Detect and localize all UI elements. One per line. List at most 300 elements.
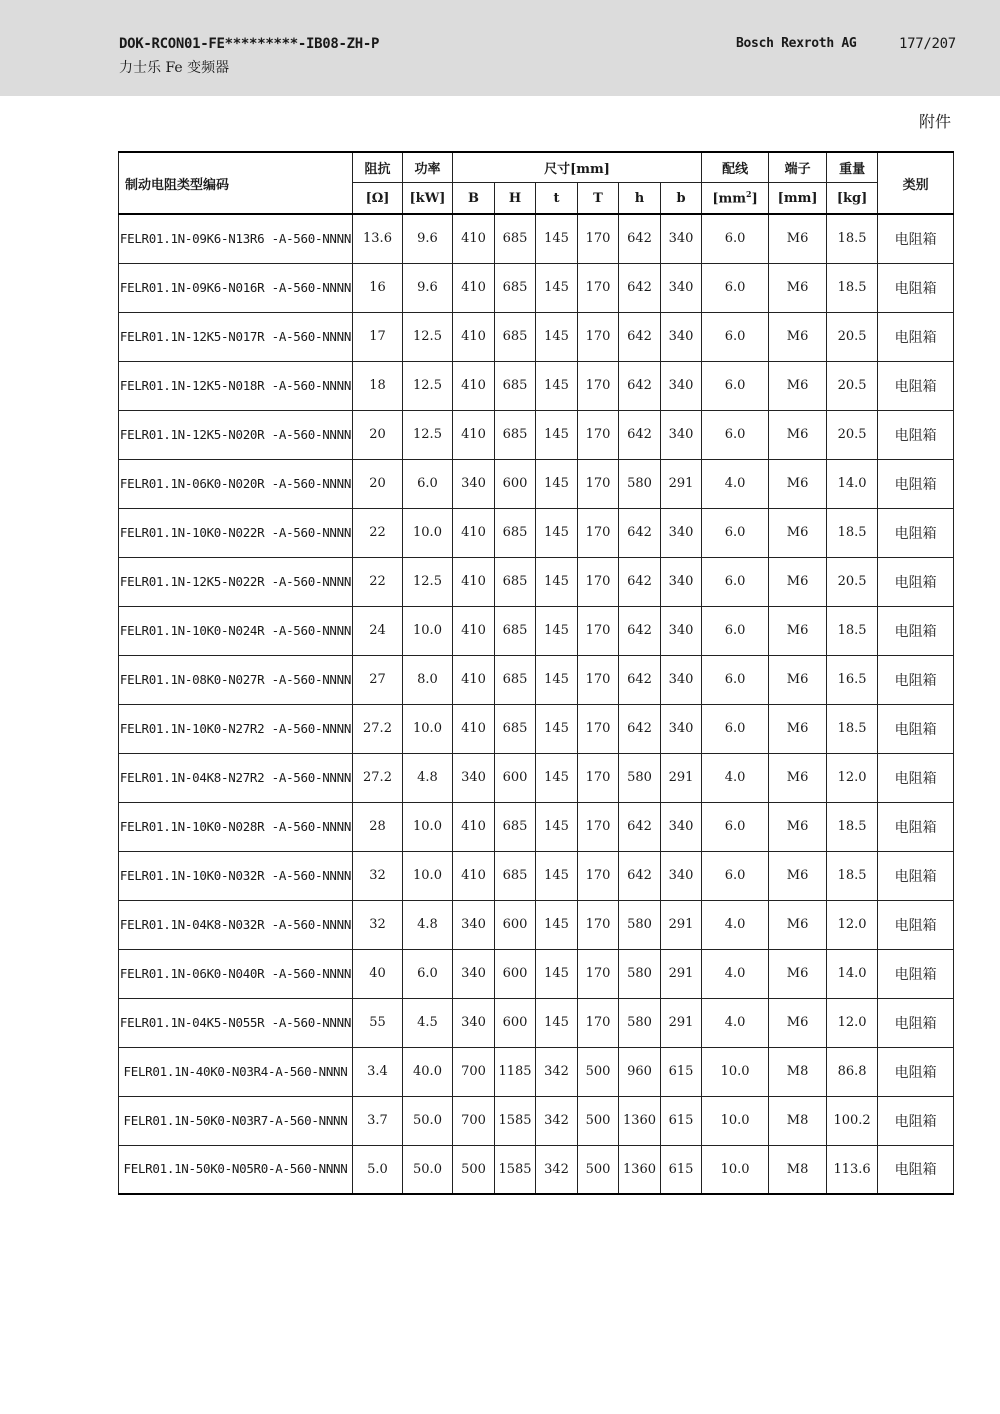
resistance-cell: 22 xyxy=(353,557,403,606)
dim-T-cell: 170 xyxy=(578,949,619,998)
header-dim-t: t xyxy=(536,183,578,215)
dim-t-cell: 342 xyxy=(536,1145,578,1194)
dim-B-cell: 410 xyxy=(453,802,495,851)
power-cell: 10.0 xyxy=(403,704,453,753)
wiring-cell: 4.0 xyxy=(702,459,769,508)
wiring-cell: 6.0 xyxy=(702,704,769,753)
dim-b-cell: 291 xyxy=(661,753,702,802)
header-type-code: 制动电阻类型编码 xyxy=(119,152,353,214)
terminal-cell: M6 xyxy=(769,998,827,1047)
wiring-cell: 10.0 xyxy=(702,1145,769,1194)
terminal-cell: M6 xyxy=(769,312,827,361)
category-cell: 电阻箱 xyxy=(878,704,954,753)
dim-H-cell: 600 xyxy=(495,998,536,1047)
type-code-cell: FELR01.1N-06K0-N040R -A-560-NNNN xyxy=(119,949,353,998)
resistance-cell: 27.2 xyxy=(353,753,403,802)
weight-cell: 18.5 xyxy=(827,214,878,263)
dim-t-cell: 342 xyxy=(536,1096,578,1145)
weight-cell: 18.5 xyxy=(827,851,878,900)
resistance-cell: 22 xyxy=(353,508,403,557)
dim-h-cell: 642 xyxy=(619,606,661,655)
terminal-cell: M6 xyxy=(769,900,827,949)
dim-h-cell: 580 xyxy=(619,998,661,1047)
type-code-cell: FELR01.1N-50K0-N03R7-A-560-NNNN xyxy=(119,1096,353,1145)
weight-cell: 86.8 xyxy=(827,1047,878,1096)
table-row xyxy=(119,508,954,557)
dim-H-cell: 685 xyxy=(495,655,536,704)
dim-t-cell: 145 xyxy=(536,410,578,459)
power-cell: 4.8 xyxy=(403,900,453,949)
power-cell: 50.0 xyxy=(403,1096,453,1145)
terminal-cell: M6 xyxy=(769,753,827,802)
wiring-cell: 6.0 xyxy=(702,263,769,312)
dim-H-cell: 685 xyxy=(495,263,536,312)
terminal-cell: M6 xyxy=(769,263,827,312)
terminal-cell: M8 xyxy=(769,1096,827,1145)
dim-h-cell: 580 xyxy=(619,949,661,998)
dim-b-cell: 291 xyxy=(661,900,702,949)
wiring-cell: 6.0 xyxy=(702,312,769,361)
dim-h-cell: 580 xyxy=(619,459,661,508)
resistance-cell: 27.2 xyxy=(353,704,403,753)
dim-B-cell: 700 xyxy=(453,1096,495,1145)
wiring-cell: 6.0 xyxy=(702,410,769,459)
resistance-cell: 3.7 xyxy=(353,1096,403,1145)
wiring-cell: 6.0 xyxy=(702,655,769,704)
dim-t-cell: 145 xyxy=(536,606,578,655)
category-cell: 电阻箱 xyxy=(878,459,954,508)
dim-T-cell: 170 xyxy=(578,655,619,704)
power-cell: 4.5 xyxy=(403,998,453,1047)
table-row xyxy=(119,606,954,655)
table-row xyxy=(119,410,954,459)
dim-h-cell: 960 xyxy=(619,1047,661,1096)
dim-H-cell: 685 xyxy=(495,410,536,459)
dim-h-cell: 580 xyxy=(619,900,661,949)
power-cell: 9.6 xyxy=(403,263,453,312)
dim-b-cell: 340 xyxy=(661,312,702,361)
power-cell: 4.8 xyxy=(403,753,453,802)
dim-T-cell: 170 xyxy=(578,361,619,410)
power-cell: 50.0 xyxy=(403,1145,453,1194)
dim-T-cell: 170 xyxy=(578,851,619,900)
terminal-cell: M6 xyxy=(769,214,827,263)
wiring-cell: 10.0 xyxy=(702,1047,769,1096)
resistance-cell: 3.4 xyxy=(353,1047,403,1096)
dim-b-cell: 340 xyxy=(661,508,702,557)
header-weight-unit: [kg] xyxy=(827,183,878,215)
resistance-cell: 55 xyxy=(353,998,403,1047)
category-cell: 电阻箱 xyxy=(878,1145,954,1194)
type-code-cell: FELR01.1N-09K6-N016R -A-560-NNNN xyxy=(119,263,353,312)
type-code-cell: FELR01.1N-10K0-N028R -A-560-NNNN xyxy=(119,802,353,851)
dim-B-cell: 410 xyxy=(453,655,495,704)
dim-b-cell: 340 xyxy=(661,655,702,704)
weight-cell: 20.5 xyxy=(827,361,878,410)
type-code-cell: FELR01.1N-06K0-N020R -A-560-NNNN xyxy=(119,459,353,508)
dim-B-cell: 410 xyxy=(453,704,495,753)
table-row xyxy=(119,998,954,1047)
resistance-cell: 40 xyxy=(353,949,403,998)
category-cell: 电阻箱 xyxy=(878,361,954,410)
resistance-cell: 16 xyxy=(353,263,403,312)
dim-h-cell: 642 xyxy=(619,851,661,900)
weight-cell: 12.0 xyxy=(827,753,878,802)
dim-T-cell: 170 xyxy=(578,459,619,508)
dim-H-cell: 600 xyxy=(495,753,536,802)
dim-T-cell: 170 xyxy=(578,900,619,949)
power-cell: 12.5 xyxy=(403,361,453,410)
dim-h-cell: 642 xyxy=(619,802,661,851)
dim-H-cell: 685 xyxy=(495,508,536,557)
weight-cell: 18.5 xyxy=(827,704,878,753)
header-power: 功率 xyxy=(403,152,453,183)
dim-H-cell: 685 xyxy=(495,802,536,851)
dim-B-cell: 410 xyxy=(453,312,495,361)
document-code: DOK-RCON01-FE*********-IB08-ZH-P xyxy=(119,36,380,52)
dim-t-cell: 145 xyxy=(536,214,578,263)
resistance-cell: 20 xyxy=(353,459,403,508)
dim-B-cell: 410 xyxy=(453,557,495,606)
category-cell: 电阻箱 xyxy=(878,1096,954,1145)
category-cell: 电阻箱 xyxy=(878,606,954,655)
wiring-cell: 10.0 xyxy=(702,1096,769,1145)
terminal-cell: M6 xyxy=(769,606,827,655)
weight-cell: 20.5 xyxy=(827,410,878,459)
table-row xyxy=(119,557,954,606)
dim-h-cell: 642 xyxy=(619,557,661,606)
dim-T-cell: 170 xyxy=(578,606,619,655)
dim-b-cell: 291 xyxy=(661,949,702,998)
category-cell: 电阻箱 xyxy=(878,655,954,704)
type-code-cell: FELR01.1N-10K0-N032R -A-560-NNNN xyxy=(119,851,353,900)
header-dim-T: T xyxy=(578,183,619,215)
weight-cell: 18.5 xyxy=(827,263,878,312)
header-power-unit: [kW] xyxy=(403,183,453,215)
power-cell: 6.0 xyxy=(403,949,453,998)
table-row xyxy=(119,655,954,704)
dim-h-cell: 642 xyxy=(619,263,661,312)
brake-resistor-table xyxy=(118,151,954,1195)
dim-b-cell: 340 xyxy=(661,851,702,900)
table-row xyxy=(119,1096,954,1145)
wiring-cell: 6.0 xyxy=(702,802,769,851)
dim-b-cell: 340 xyxy=(661,214,702,263)
power-cell: 10.0 xyxy=(403,851,453,900)
resistance-cell: 20 xyxy=(353,410,403,459)
type-code-cell: FELR01.1N-12K5-N018R -A-560-NNNN xyxy=(119,361,353,410)
type-code-cell: FELR01.1N-04K8-N032R -A-560-NNNN xyxy=(119,900,353,949)
power-cell: 12.5 xyxy=(403,557,453,606)
company-name: Bosch Rexroth AG xyxy=(736,36,857,51)
dim-t-cell: 342 xyxy=(536,1047,578,1096)
dim-T-cell: 170 xyxy=(578,753,619,802)
dim-B-cell: 410 xyxy=(453,508,495,557)
dim-b-cell: 340 xyxy=(661,557,702,606)
dim-b-cell: 615 xyxy=(661,1145,702,1194)
dim-t-cell: 145 xyxy=(536,753,578,802)
table-row xyxy=(119,214,954,263)
category-cell: 电阻箱 xyxy=(878,753,954,802)
dim-h-cell: 1360 xyxy=(619,1096,661,1145)
table-row xyxy=(119,851,954,900)
resistance-cell: 13.6 xyxy=(353,214,403,263)
power-cell: 12.5 xyxy=(403,312,453,361)
weight-cell: 12.0 xyxy=(827,998,878,1047)
dim-B-cell: 340 xyxy=(453,949,495,998)
wiring-cell: 6.0 xyxy=(702,214,769,263)
weight-cell: 100.2 xyxy=(827,1096,878,1145)
header-category: 类别 xyxy=(878,152,954,214)
power-cell: 8.0 xyxy=(403,655,453,704)
dim-t-cell: 145 xyxy=(536,557,578,606)
dim-H-cell: 685 xyxy=(495,214,536,263)
terminal-cell: M6 xyxy=(769,459,827,508)
dim-B-cell: 410 xyxy=(453,263,495,312)
table-row xyxy=(119,459,954,508)
weight-cell: 20.5 xyxy=(827,557,878,606)
terminal-cell: M6 xyxy=(769,949,827,998)
resistance-cell: 18 xyxy=(353,361,403,410)
header-dim-H: H xyxy=(495,183,536,215)
dim-h-cell: 642 xyxy=(619,312,661,361)
terminal-cell: M6 xyxy=(769,655,827,704)
dim-t-cell: 145 xyxy=(536,851,578,900)
wiring-cell: 4.0 xyxy=(702,998,769,1047)
terminal-cell: M8 xyxy=(769,1047,827,1096)
type-code-cell: FELR01.1N-50K0-N05R0-A-560-NNNN xyxy=(119,1145,353,1194)
type-code-cell: FELR01.1N-10K0-N022R -A-560-NNNN xyxy=(119,508,353,557)
terminal-cell: M8 xyxy=(769,1145,827,1194)
weight-cell: 16.5 xyxy=(827,655,878,704)
dim-H-cell: 600 xyxy=(495,949,536,998)
dim-b-cell: 615 xyxy=(661,1047,702,1096)
header-wiring: 配线 xyxy=(702,152,769,183)
type-code-cell: FELR01.1N-10K0-N27R2 -A-560-NNNN xyxy=(119,704,353,753)
page-header xyxy=(0,0,1000,96)
wiring-cell: 4.0 xyxy=(702,753,769,802)
header-terminal-unit: [mm] xyxy=(769,183,827,215)
resistance-cell: 17 xyxy=(353,312,403,361)
category-cell: 电阻箱 xyxy=(878,557,954,606)
weight-cell: 18.5 xyxy=(827,802,878,851)
type-code-cell: FELR01.1N-12K5-N017R -A-560-NNNN xyxy=(119,312,353,361)
terminal-cell: M6 xyxy=(769,361,827,410)
dim-B-cell: 340 xyxy=(453,998,495,1047)
type-code-cell: FELR01.1N-09K6-N13R6 -A-560-NNNN xyxy=(119,214,353,263)
power-cell: 9.6 xyxy=(403,214,453,263)
dim-h-cell: 642 xyxy=(619,361,661,410)
header-weight: 重量 xyxy=(827,152,878,183)
dim-B-cell: 410 xyxy=(453,361,495,410)
weight-cell: 14.0 xyxy=(827,949,878,998)
dim-H-cell: 600 xyxy=(495,900,536,949)
type-code-cell: FELR01.1N-10K0-N024R -A-560-NNNN xyxy=(119,606,353,655)
dim-h-cell: 1360 xyxy=(619,1145,661,1194)
dim-b-cell: 615 xyxy=(661,1096,702,1145)
terminal-cell: M6 xyxy=(769,557,827,606)
dim-b-cell: 291 xyxy=(661,459,702,508)
category-cell: 电阻箱 xyxy=(878,263,954,312)
power-cell: 40.0 xyxy=(403,1047,453,1096)
dim-H-cell: 685 xyxy=(495,704,536,753)
dim-b-cell: 340 xyxy=(661,361,702,410)
header-resistance-unit: [Ω] xyxy=(353,183,403,215)
dim-H-cell: 685 xyxy=(495,312,536,361)
weight-cell: 113.6 xyxy=(827,1145,878,1194)
type-code-cell: FELR01.1N-04K8-N27R2 -A-560-NNNN xyxy=(119,753,353,802)
dim-B-cell: 410 xyxy=(453,606,495,655)
dim-B-cell: 410 xyxy=(453,214,495,263)
power-cell: 10.0 xyxy=(403,606,453,655)
dim-T-cell: 170 xyxy=(578,802,619,851)
weight-cell: 14.0 xyxy=(827,459,878,508)
dim-b-cell: 340 xyxy=(661,410,702,459)
wiring-cell: 6.0 xyxy=(702,557,769,606)
dim-T-cell: 170 xyxy=(578,312,619,361)
category-cell: 电阻箱 xyxy=(878,508,954,557)
dim-t-cell: 145 xyxy=(536,949,578,998)
category-cell: 电阻箱 xyxy=(878,900,954,949)
power-cell: 10.0 xyxy=(403,802,453,851)
dim-t-cell: 145 xyxy=(536,704,578,753)
dim-h-cell: 642 xyxy=(619,508,661,557)
weight-cell: 20.5 xyxy=(827,312,878,361)
wiring-cell: 4.0 xyxy=(702,900,769,949)
dim-t-cell: 145 xyxy=(536,263,578,312)
dim-t-cell: 145 xyxy=(536,655,578,704)
table-row xyxy=(119,263,954,312)
dim-T-cell: 170 xyxy=(578,998,619,1047)
type-code-cell: FELR01.1N-04K5-N055R -A-560-NNNN xyxy=(119,998,353,1047)
header-terminal: 端子 xyxy=(769,152,827,183)
dim-T-cell: 170 xyxy=(578,704,619,753)
dim-T-cell: 170 xyxy=(578,508,619,557)
header-dim-b: b xyxy=(661,183,702,215)
header-dim-B: B xyxy=(453,183,495,215)
dim-h-cell: 642 xyxy=(619,704,661,753)
dim-T-cell: 170 xyxy=(578,410,619,459)
header-resistance: 阻抗 xyxy=(353,152,403,183)
resistance-cell: 32 xyxy=(353,851,403,900)
category-cell: 电阻箱 xyxy=(878,1047,954,1096)
header-dim-h: h xyxy=(619,183,661,215)
header-wiring-unit: $[mm^2]$ xyxy=(702,183,769,215)
dim-H-cell: 1585 xyxy=(495,1145,536,1194)
wiring-cell: 6.0 xyxy=(702,851,769,900)
dim-B-cell: 340 xyxy=(453,900,495,949)
dim-t-cell: 145 xyxy=(536,459,578,508)
dim-B-cell: 410 xyxy=(453,410,495,459)
dim-T-cell: 500 xyxy=(578,1096,619,1145)
type-code-cell: FELR01.1N-40K0-N03R4-A-560-NNNN xyxy=(119,1047,353,1096)
weight-cell: 12.0 xyxy=(827,900,878,949)
dim-t-cell: 145 xyxy=(536,312,578,361)
dim-t-cell: 145 xyxy=(536,802,578,851)
category-cell: 电阻箱 xyxy=(878,410,954,459)
type-code-cell: FELR01.1N-08K0-N027R -A-560-NNNN xyxy=(119,655,353,704)
terminal-cell: M6 xyxy=(769,410,827,459)
dim-h-cell: 642 xyxy=(619,214,661,263)
weight-cell: 18.5 xyxy=(827,508,878,557)
header-dimensions: 尺寸[mm] xyxy=(453,152,702,183)
dim-h-cell: 642 xyxy=(619,410,661,459)
terminal-cell: M6 xyxy=(769,802,827,851)
wiring-cell: 6.0 xyxy=(702,361,769,410)
weight-cell: 18.5 xyxy=(827,606,878,655)
dim-b-cell: 340 xyxy=(661,802,702,851)
category-cell: 电阻箱 xyxy=(878,851,954,900)
table-row xyxy=(119,361,954,410)
resistance-cell: 24 xyxy=(353,606,403,655)
dim-b-cell: 340 xyxy=(661,704,702,753)
table-row xyxy=(119,900,954,949)
wiring-cell: 6.0 xyxy=(702,508,769,557)
dim-H-cell: 685 xyxy=(495,557,536,606)
dim-T-cell: 170 xyxy=(578,557,619,606)
dim-h-cell: 642 xyxy=(619,655,661,704)
resistance-cell: 5.0 xyxy=(353,1145,403,1194)
table-row xyxy=(119,1145,954,1194)
dim-h-cell: 580 xyxy=(619,753,661,802)
power-cell: 6.0 xyxy=(403,459,453,508)
dim-H-cell: 685 xyxy=(495,606,536,655)
table-row xyxy=(119,704,954,753)
table-row xyxy=(119,1047,954,1096)
category-cell: 电阻箱 xyxy=(878,998,954,1047)
power-cell: 12.5 xyxy=(403,410,453,459)
power-cell: 10.0 xyxy=(403,508,453,557)
dim-b-cell: 291 xyxy=(661,998,702,1047)
dim-B-cell: 700 xyxy=(453,1047,495,1096)
dim-T-cell: 170 xyxy=(578,263,619,312)
dim-B-cell: 340 xyxy=(453,753,495,802)
type-code-cell: FELR01.1N-12K5-N022R -A-560-NNNN xyxy=(119,557,353,606)
dim-B-cell: 340 xyxy=(453,459,495,508)
table-row xyxy=(119,802,954,851)
section-label: 附件 xyxy=(918,112,951,131)
wiring-cell: 4.0 xyxy=(702,949,769,998)
dim-T-cell: 500 xyxy=(578,1145,619,1194)
dim-b-cell: 340 xyxy=(661,606,702,655)
dim-t-cell: 145 xyxy=(536,361,578,410)
dim-H-cell: 685 xyxy=(495,851,536,900)
category-cell: 电阻箱 xyxy=(878,949,954,998)
terminal-cell: M6 xyxy=(769,704,827,753)
page-number: 177/207 xyxy=(899,36,956,52)
dim-H-cell: 685 xyxy=(495,361,536,410)
type-code-cell: FELR01.1N-12K5-N020R -A-560-NNNN xyxy=(119,410,353,459)
dim-H-cell: 1185 xyxy=(495,1047,536,1096)
dim-H-cell: 1585 xyxy=(495,1096,536,1145)
terminal-cell: M6 xyxy=(769,851,827,900)
category-cell: 电阻箱 xyxy=(878,214,954,263)
resistance-cell: 28 xyxy=(353,802,403,851)
category-cell: 电阻箱 xyxy=(878,802,954,851)
table-row xyxy=(119,312,954,361)
dim-t-cell: 145 xyxy=(536,508,578,557)
terminal-cell: M6 xyxy=(769,508,827,557)
dim-t-cell: 145 xyxy=(536,998,578,1047)
dim-B-cell: 500 xyxy=(453,1145,495,1194)
table-row xyxy=(119,949,954,998)
category-cell: 电阻箱 xyxy=(878,312,954,361)
dim-T-cell: 170 xyxy=(578,214,619,263)
resistance-cell: 27 xyxy=(353,655,403,704)
resistance-cell: 32 xyxy=(353,900,403,949)
wiring-cell: 6.0 xyxy=(702,606,769,655)
dim-T-cell: 500 xyxy=(578,1047,619,1096)
